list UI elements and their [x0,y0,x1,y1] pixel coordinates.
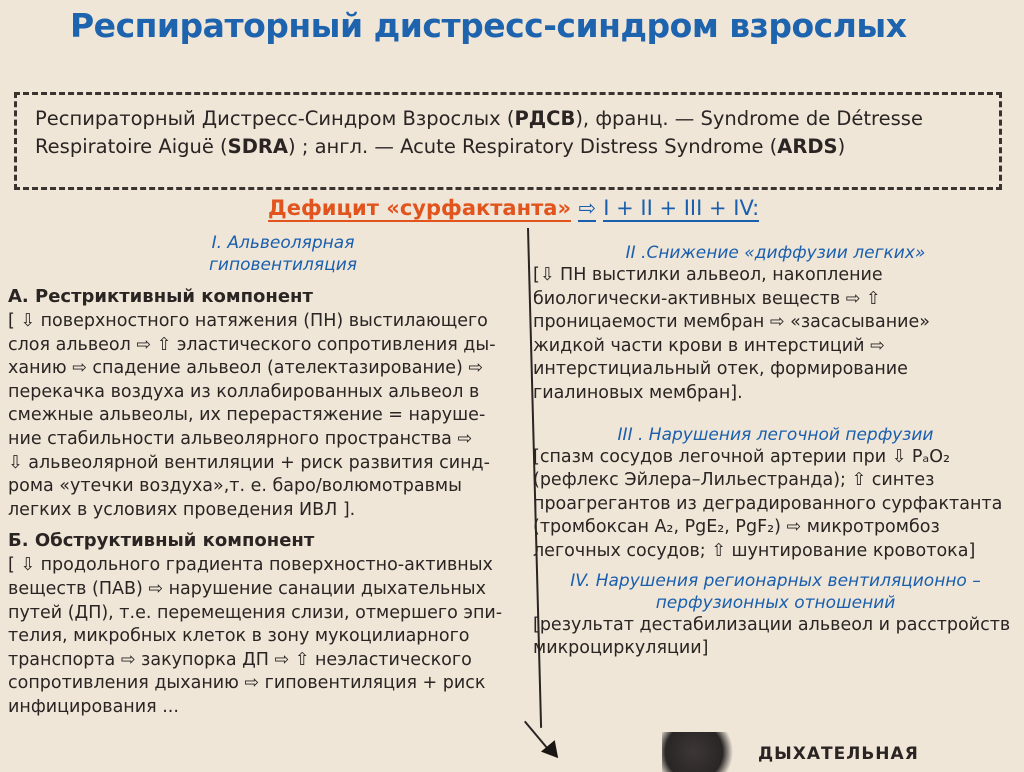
section-2-title: II .Снижение «диффузии легких» [625,243,926,263]
definition-text-4: ) [837,135,846,158]
section-a-text: [ ⇩ поверхностного натяжения (ПН) выстилающего слоя альвеол ⇨ ⇧ эластического сопротивления ды- ханию ⇨ спадение альвеол (ателектазирование) ⇨ перекачка воздуха из коллабированных альвеол в смежные альвеолы, их перерастяжение = наруше- ние стабильности альвеолярного пространства ⇨ ⇩ альвеолярной вентиляции + риск развития синд- рома «утечки воздуха»,т. е. баро/волюмотравмы легких в условиях проведения ИВЛ ]. [8,311,496,520]
section-2-text: [⇩ ПН выстилки альвеол, накопление биологически-активных веществ ⇨ ⇧ проницаемости мембран ⇨ «засасывание» жидкой части крови в интерстиций ⇨ интерстициальный отек, формирование гиалиновых мембран]. [533,265,931,403]
deficit-arrow-icon: ⇨ [578,196,596,220]
section-1-title: I. Альвеолярная гиповентиляция [209,233,357,275]
section-a-title: А. Рестриктивный компонент [8,286,313,307]
section-3-text: [спазм сосудов легочной артерии при ⇩ PₐO₂ (рефлекс Эйлера–Лильестранда); ⇧ синтез проагрегантов из деградированного сурфактанта (тромбоксан A₂, PgE₂, PgF₂) ⇨ микротромбоз легочных сосудов; ⇧ шунтирование кровотока] [533,446,1003,561]
photo-fragment [662,732,742,772]
page-title: Респираторный дистресс-синдром взрослых [70,6,907,45]
deficit-formula: I + II + III + IV: [603,196,760,220]
definition-text-1: Респираторный Дистресс-Синдром Взрослых ( [35,107,515,130]
right-column [533,242,1018,661]
section-b-title: Б. Обструктивный компонент [8,530,315,552]
deficit-label: Дефицит «сурфактанта» [268,196,572,220]
deficit-heading [268,196,759,220]
left-column [8,232,518,720]
section-4-text: [результат дестабилизации альвеол и расстройств микроциркуляции] [533,614,1011,659]
abbr-en: ARDS [777,135,838,158]
definition-box [14,92,1002,190]
section-3-title: III . Нарушения легочной перфузии [617,424,934,445]
abbr-fr: SDRA [227,135,289,158]
abbr-ru: РДСВ [514,107,576,130]
definition-text-2: ), франц. — Syndrome de Détresse Respiratoire Aiguë ( [35,107,923,158]
section-b-text: [ ⇩ продольного градиента поверхностно-активных веществ (ПАВ) ⇨ нарушение санации дыхательных путей (ДП), т.е. перемещения слизи, отмершего эпи- телия, микробных клеток в зону мукоцилиарного транспорта ⇨ закупорка ДП ⇨ ⇧ неэластического сопротивления дыханию ⇨ гиповентиляция + риск инфицирования ... [8,555,503,717]
definition-text-3: ) ; англ. — Acute Respiratory Distress Syndrome ( [288,135,778,158]
section-4-title: IV. Нарушения регионарных вентиляционно – перфузионных отношений [570,570,981,613]
bottom-label: ДЫХАТЕЛЬНАЯ [758,744,919,764]
